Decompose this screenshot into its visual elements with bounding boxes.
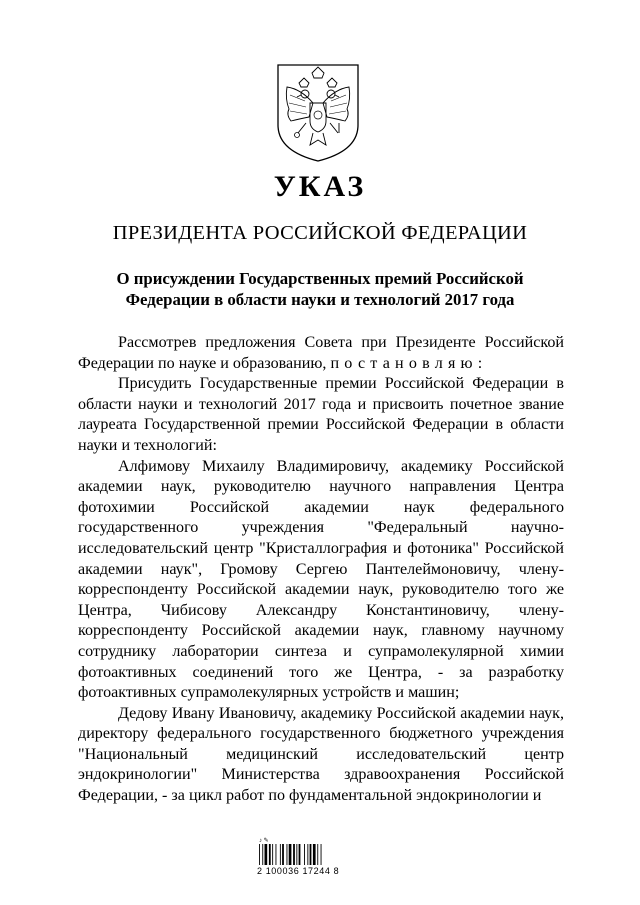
decree-keyword: постановляю (330, 354, 478, 372)
barcode-bar (287, 844, 288, 865)
barcode-number: 2 100036 17244 8 (257, 866, 340, 876)
barcode-bar (310, 844, 312, 865)
document-subtitle: ПРЕЗИДЕНТА РОССИЙСКОЙ ФЕДЕРАЦИИ (112, 222, 528, 244)
barcode-bar (317, 844, 318, 865)
barcode-bar (262, 844, 263, 865)
decree-heading (0, 268, 640, 310)
barcode-bar (321, 844, 322, 865)
barcode-bar (293, 844, 295, 865)
barcode-bar (313, 844, 316, 865)
paragraph: Присудить Государственные премии Российской Федерации в области науки и технологий 2017 года и присвоить почетное звание лауреата Государственной премии Российской Федерации в области науки и технологий: (78, 375, 564, 454)
barcode-bar (272, 844, 273, 865)
svg-text:♪ ✎: ♪ ✎ (259, 838, 269, 844)
coat-of-arms-icon (273, 63, 363, 163)
barcode-bar (296, 844, 297, 865)
heading-line: Федерации в области науки и технологий 2017 года (125, 290, 515, 309)
barcode-bar (265, 844, 268, 865)
decree-body (78, 333, 564, 807)
document-title: УКАЗ (273, 170, 367, 203)
barcode-bar (276, 844, 277, 865)
paragraph: Алфимову Михаилу Владимировичу, академику Российской академии наук, руководителю научного направления Центра фотохимии Российской академии наук федерального государственного учреждения "Федеральный научно-исследовательский центр "Кристаллография и фотоника" Российской академии наук", Громову Сергею Пантелеймоновичу, члену-корреспонденту Российской академии наук, руководителю того же Центра, Чибисову Александру Константиновичу, члену-корреспонденту Российской академии наук, главному научному сотруднику лаборатории синтеза и супрамолекулярной химии фотоактивных соединений того же Центра, - за разработку фотоактивных супрамолекулярных устройств и машин; (78, 457, 564, 702)
paragraph: Рассмотрев предложения Совета при Президенте Российской Федерации по науке и образованию, постановляю: (78, 334, 564, 372)
barcode-bar (269, 844, 271, 865)
barcode-bar (304, 844, 305, 865)
heading-line: О присуждении Государственных премий Российской (116, 269, 524, 288)
barcode-bar (280, 844, 281, 865)
barcode-bar (282, 844, 284, 865)
paragraph: Дедову Ивану Ивановичу, академику Российской академии наук, директору федерального государственного бюджетного учреждения "Национальный медицинский исследовательский центр эндокринологии" Министерства здравоохранения Российской Федерации, - за цикл работ по фундаментальной эндокринологии и (78, 704, 564, 805)
barcode-bar (289, 844, 292, 865)
barcode-bar (299, 844, 301, 865)
barcode-bar (259, 844, 260, 865)
barcode-bar (307, 844, 308, 865)
